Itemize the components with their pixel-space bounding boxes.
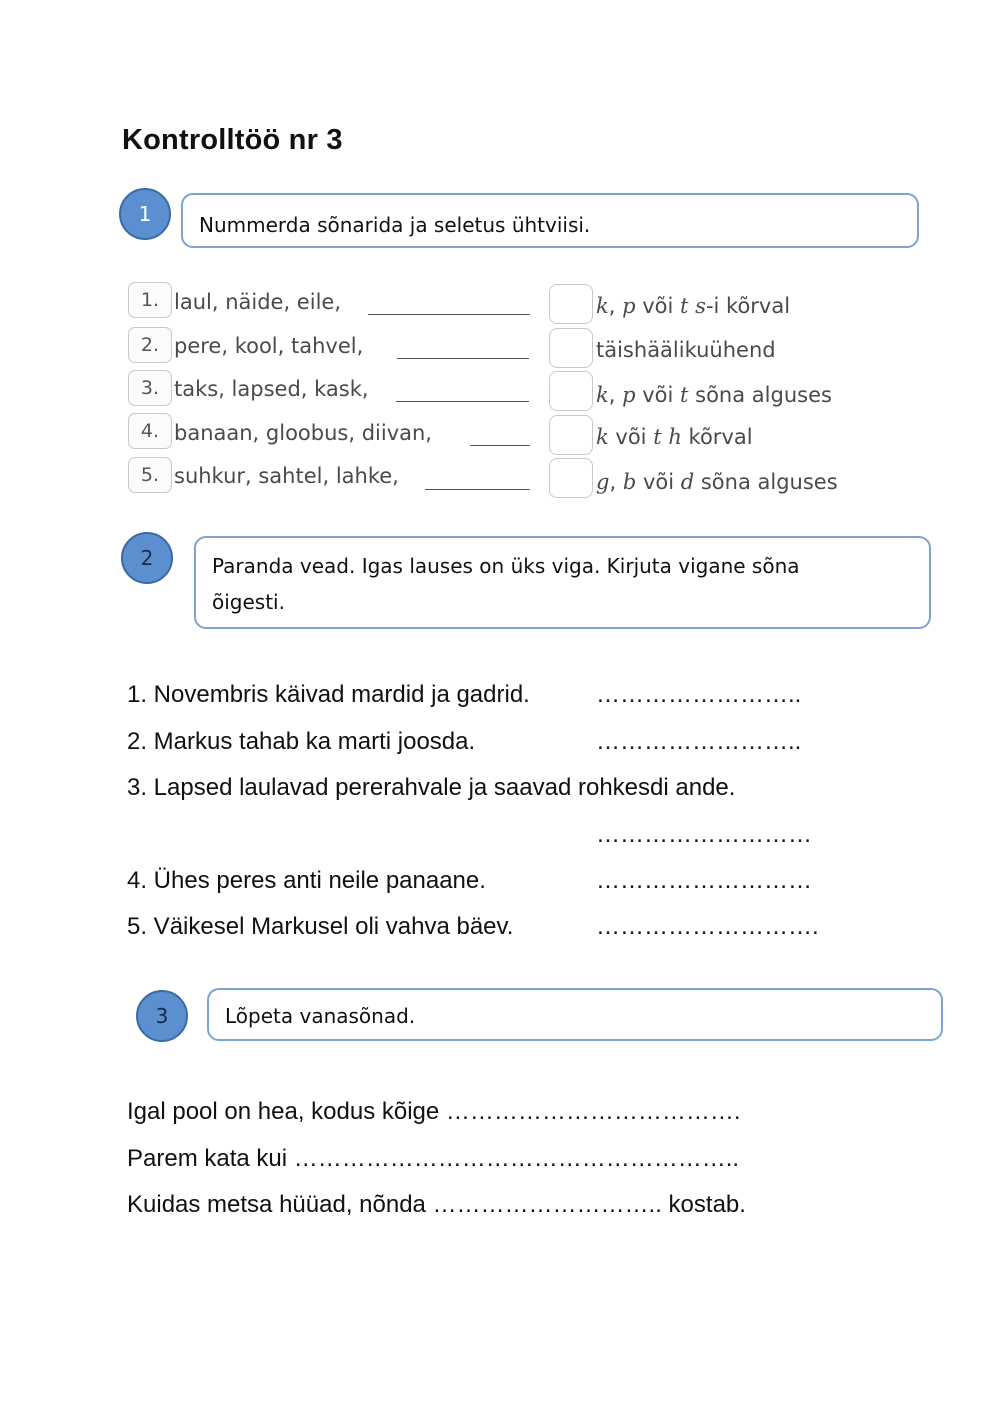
- word-row: suhkur, sahtel, lahke,: [174, 464, 399, 488]
- explanation: g, b või d sõna alguses: [596, 470, 838, 494]
- row-number: 1.: [128, 282, 172, 318]
- sentence: 3. Lapsed laulavad pererahvale ja saavad rohkesdi ande.: [127, 774, 736, 801]
- explanation: k, p või t s-i kõrval: [596, 294, 791, 318]
- proverb[interactable]: Igal pool on hea, kodus kõige ……………………………….: [127, 1098, 741, 1125]
- explanation: k, p või t sõna alguses: [596, 383, 832, 407]
- task-instruction-box: [207, 988, 943, 1041]
- word-row: taks, lapsed, kask,: [174, 377, 369, 401]
- sentence: 2. Markus tahab ka marti joosda.: [127, 728, 476, 755]
- answer-box[interactable]: [549, 458, 593, 498]
- task-number-badge: 2: [121, 532, 173, 584]
- answer-dots[interactable]: ……………………….: [596, 913, 819, 940]
- page-title: Kontrolltöö nr 3: [122, 124, 343, 156]
- answer-dots[interactable]: ………………………: [596, 867, 812, 894]
- answer-dots[interactable]: ……………………..: [596, 681, 802, 708]
- answer-box[interactable]: [549, 328, 593, 368]
- answer-blank[interactable]: [425, 489, 530, 490]
- proverb[interactable]: Kuidas metsa hüüad, nõnda ……………………….. kostab.: [127, 1191, 746, 1218]
- sentence: 1. Novembris käivad mardid ja gadrid.: [127, 681, 530, 708]
- word-row: banaan, gloobus, diivan,: [174, 421, 432, 445]
- answer-dots[interactable]: ……………………..: [596, 728, 802, 755]
- task-instruction-box: [194, 536, 931, 629]
- word-row: pere, kool, tahvel,: [174, 334, 364, 358]
- explanation: k või t h kõrval: [596, 425, 753, 449]
- answer-blank[interactable]: [470, 445, 530, 446]
- sentence: 5. Väikesel Markusel oli vahva bäev.: [127, 913, 514, 940]
- answer-box[interactable]: [549, 284, 593, 324]
- row-number: 4.: [128, 413, 172, 449]
- answer-box[interactable]: [549, 415, 593, 455]
- answer-blank[interactable]: [396, 401, 529, 402]
- proverb[interactable]: Parem kata kui ………………………………………………..: [127, 1145, 740, 1172]
- task-instruction: õigesti.: [212, 590, 285, 614]
- answer-box[interactable]: [549, 371, 593, 411]
- explanation: täishäälikuühend: [596, 338, 776, 362]
- task-instruction: Paranda vead. Igas lauses on üks viga. Kirjuta vigane sõna: [212, 554, 800, 578]
- sentence: 4. Ühes peres anti neile panaane.: [127, 867, 486, 894]
- task-instruction: Nummerda sõnarida ja seletus ühtviisi.: [199, 213, 591, 237]
- word-row: laul, näide, eile,: [174, 290, 341, 314]
- row-number: 2.: [128, 327, 172, 363]
- task-number-badge: 1: [119, 188, 171, 240]
- answer-dots[interactable]: ………………………: [596, 821, 812, 848]
- task-number-badge: 3: [136, 990, 188, 1042]
- answer-blank[interactable]: [368, 314, 530, 315]
- answer-blank[interactable]: [397, 358, 529, 359]
- task-instruction: Lõpeta vanasõnad.: [225, 1004, 416, 1028]
- row-number: 5.: [128, 457, 172, 493]
- matching-exercise: [124, 270, 884, 500]
- row-number: 3.: [128, 370, 172, 406]
- task-instruction-box: [181, 193, 919, 248]
